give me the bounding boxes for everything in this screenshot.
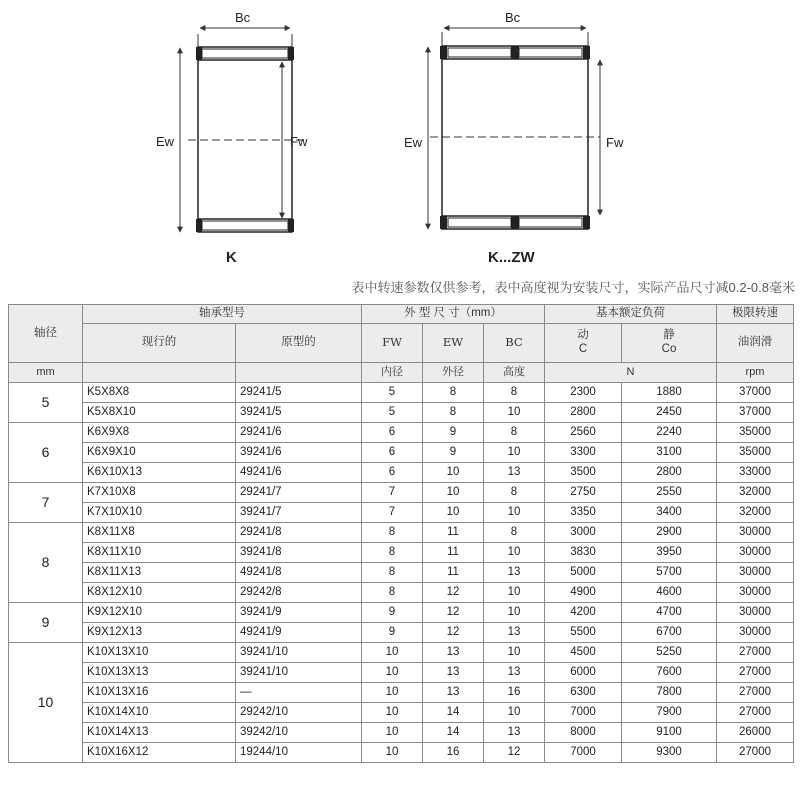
diagram-k-caption: K <box>226 249 237 266</box>
limit-speed-cell: 30000 <box>717 523 794 543</box>
diagram-k <box>156 10 308 266</box>
static-load-cell: 2900 <box>622 523 717 543</box>
limit-speed-cell: 35000 <box>717 443 794 463</box>
header-original-model: 原型的 <box>236 324 362 363</box>
shaft-diameter-cell: 6 <box>9 423 83 483</box>
original-model-cell: 29241/8 <box>236 523 362 543</box>
table-row <box>9 563 794 583</box>
table-row <box>9 703 794 723</box>
table-row <box>9 523 794 543</box>
height-cell: 10 <box>484 403 545 423</box>
inner-diameter-cell: 8 <box>362 583 423 603</box>
current-model-cell: K10X16X12 <box>83 743 236 763</box>
unit-newton: N <box>545 363 717 383</box>
limit-speed-cell: 30000 <box>717 543 794 563</box>
header-limit-speed: 极限转速 <box>717 305 794 324</box>
static-load-cell: 2240 <box>622 423 717 443</box>
current-model-cell: K7X10X10 <box>83 503 236 523</box>
outer-diameter-cell: 14 <box>423 723 484 743</box>
inner-diameter-cell: 7 <box>362 503 423 523</box>
original-model-cell: 39241/8 <box>236 543 362 563</box>
header-dynamic <box>545 324 622 363</box>
unit-blank-current <box>83 363 236 383</box>
table-row <box>9 603 794 623</box>
shaft-diameter-cell: 10 <box>9 643 83 763</box>
table-body <box>9 383 794 763</box>
static-load-cell: 2800 <box>622 463 717 483</box>
table-row <box>9 643 794 663</box>
static-load-cell: 3400 <box>622 503 717 523</box>
current-model-cell: K10X13X16 <box>83 683 236 703</box>
inner-diameter-cell: 10 <box>362 703 423 723</box>
unit-blank-original <box>236 363 362 383</box>
dynamic-load-cell: 3500 <box>545 463 622 483</box>
diagram-k-inner-label: Fw <box>290 134 308 149</box>
current-model-cell: K10X13X13 <box>83 663 236 683</box>
static-load-cell: 7800 <box>622 683 717 703</box>
dynamic-load-cell: 3300 <box>545 443 622 463</box>
inner-diameter-cell: 8 <box>362 563 423 583</box>
static-load-cell: 9100 <box>622 723 717 743</box>
inner-diameter-cell: 10 <box>362 743 423 763</box>
original-model-cell: 39242/10 <box>236 723 362 743</box>
original-model-cell: 29241/5 <box>236 383 362 403</box>
inner-diameter-cell: 6 <box>362 423 423 443</box>
inner-diameter-cell: 10 <box>362 643 423 663</box>
static-load-cell: 2550 <box>622 483 717 503</box>
current-model-cell: K10X13X10 <box>83 643 236 663</box>
dynamic-load-cell: 3000 <box>545 523 622 543</box>
inner-diameter-cell: 8 <box>362 523 423 543</box>
unit-height: 高度 <box>484 363 545 383</box>
outer-diameter-cell: 11 <box>423 523 484 543</box>
limit-speed-cell: 32000 <box>717 503 794 523</box>
header-shaft-diameter: 轴径 <box>9 305 83 363</box>
current-model-cell: K9X12X13 <box>83 623 236 643</box>
outer-diameter-cell: 12 <box>423 603 484 623</box>
header-fw: FW <box>362 324 423 363</box>
bearing-diagrams <box>0 0 800 300</box>
height-cell: 12 <box>484 743 545 763</box>
height-cell: 10 <box>484 703 545 723</box>
inner-diameter-cell: 9 <box>362 623 423 643</box>
unit-mm: mm <box>9 363 83 383</box>
current-model-cell: K5X8X8 <box>83 383 236 403</box>
static-load-cell: 3100 <box>622 443 717 463</box>
height-cell: 13 <box>484 463 545 483</box>
current-model-cell: K8X11X10 <box>83 543 236 563</box>
header-static <box>622 324 717 363</box>
limit-speed-cell: 27000 <box>717 743 794 763</box>
limit-speed-cell: 27000 <box>717 703 794 723</box>
table-row <box>9 543 794 563</box>
table-row <box>9 403 794 423</box>
original-model-cell: 39241/10 <box>236 663 362 683</box>
bearing-spec-table <box>8 304 794 763</box>
outer-diameter-cell: 11 <box>423 543 484 563</box>
current-model-cell: K7X10X8 <box>83 483 236 503</box>
height-cell: 10 <box>484 443 545 463</box>
header-static-symbol: Co <box>661 342 677 355</box>
current-model-cell: K10X14X13 <box>83 723 236 743</box>
inner-diameter-cell: 10 <box>362 663 423 683</box>
current-model-cell: K6X9X8 <box>83 423 236 443</box>
outer-diameter-cell: 8 <box>423 403 484 423</box>
table-row <box>9 383 794 403</box>
unit-outer-diameter: 外径 <box>423 363 484 383</box>
height-cell: 13 <box>484 723 545 743</box>
limit-speed-cell: 27000 <box>717 683 794 703</box>
original-model-cell: 29241/7 <box>236 483 362 503</box>
dynamic-load-cell: 2800 <box>545 403 622 423</box>
limit-speed-cell: 30000 <box>717 563 794 583</box>
shaft-diameter-cell: 9 <box>9 603 83 643</box>
current-model-cell: K8X12X10 <box>83 583 236 603</box>
height-cell: 16 <box>484 683 545 703</box>
header-oil-lubrication: 油润滑 <box>717 324 794 363</box>
height-cell: 10 <box>484 543 545 563</box>
original-model-cell: 39241/5 <box>236 403 362 423</box>
height-cell: 13 <box>484 563 545 583</box>
original-model-cell: — <box>236 683 362 703</box>
limit-speed-cell: 37000 <box>717 383 794 403</box>
static-load-cell: 3950 <box>622 543 717 563</box>
outer-diameter-cell: 10 <box>423 483 484 503</box>
limit-speed-cell: 27000 <box>717 643 794 663</box>
header-current-model: 现行的 <box>83 324 236 363</box>
original-model-cell: 39241/7 <box>236 503 362 523</box>
original-model-cell: 39241/10 <box>236 643 362 663</box>
original-model-cell: 49241/9 <box>236 623 362 643</box>
table-row <box>9 503 794 523</box>
outer-diameter-cell: 12 <box>423 623 484 643</box>
diagram-kzw-outer-label: Ew <box>404 135 423 150</box>
dynamic-load-cell: 8000 <box>545 723 622 743</box>
diagram-k-width-label: Bc <box>235 10 251 25</box>
original-model-cell: 29241/6 <box>236 423 362 443</box>
shaft-diameter-cell: 5 <box>9 383 83 423</box>
inner-diameter-cell: 5 <box>362 403 423 423</box>
table-row <box>9 723 794 743</box>
table-row <box>9 583 794 603</box>
diagram-kzw-inner-label: Fw <box>606 135 624 150</box>
height-cell: 10 <box>484 503 545 523</box>
limit-speed-cell: 30000 <box>717 623 794 643</box>
outer-diameter-cell: 10 <box>423 463 484 483</box>
height-cell: 8 <box>484 523 545 543</box>
current-model-cell: K6X10X13 <box>83 463 236 483</box>
dynamic-load-cell: 7000 <box>545 703 622 723</box>
static-load-cell: 4600 <box>622 583 717 603</box>
outer-diameter-cell: 16 <box>423 743 484 763</box>
height-cell: 10 <box>484 603 545 623</box>
dynamic-load-cell: 6000 <box>545 663 622 683</box>
table-row <box>9 623 794 643</box>
static-load-cell: 6700 <box>622 623 717 643</box>
dynamic-load-cell: 3350 <box>545 503 622 523</box>
header-dynamic-label: 动 <box>577 329 589 342</box>
original-model-cell: 39241/6 <box>236 443 362 463</box>
table-row <box>9 483 794 503</box>
outer-diameter-cell: 14 <box>423 703 484 723</box>
table-row <box>9 443 794 463</box>
outer-diameter-cell: 9 <box>423 423 484 443</box>
current-model-cell: K8X11X13 <box>83 563 236 583</box>
height-cell: 8 <box>484 383 545 403</box>
table-row <box>9 683 794 703</box>
current-model-cell: K6X9X10 <box>83 443 236 463</box>
inner-diameter-cell: 5 <box>362 383 423 403</box>
height-cell: 10 <box>484 583 545 603</box>
outer-diameter-cell: 9 <box>423 443 484 463</box>
shaft-diameter-cell: 8 <box>9 523 83 603</box>
outer-diameter-cell: 10 <box>423 503 484 523</box>
static-load-cell: 2450 <box>622 403 717 423</box>
original-model-cell: 29242/8 <box>236 583 362 603</box>
dynamic-load-cell: 4200 <box>545 603 622 623</box>
shaft-diameter-cell: 7 <box>9 483 83 523</box>
dynamic-load-cell: 4500 <box>545 643 622 663</box>
original-model-cell: 49241/6 <box>236 463 362 483</box>
diagram-kzw <box>404 10 624 266</box>
inner-diameter-cell: 7 <box>362 483 423 503</box>
dynamic-load-cell: 2300 <box>545 383 622 403</box>
table-row <box>9 423 794 443</box>
unit-rpm: rpm <box>717 363 794 383</box>
table-row <box>9 463 794 483</box>
limit-speed-cell: 30000 <box>717 583 794 603</box>
header-bearing-model: 轴承型号 <box>83 305 362 324</box>
outer-diameter-cell: 12 <box>423 583 484 603</box>
original-model-cell: 19244/10 <box>236 743 362 763</box>
header-bc: BC <box>484 324 545 363</box>
outer-diameter-cell: 13 <box>423 683 484 703</box>
dynamic-load-cell: 7000 <box>545 743 622 763</box>
dynamic-load-cell: 5500 <box>545 623 622 643</box>
limit-speed-cell: 26000 <box>717 723 794 743</box>
height-cell: 8 <box>484 483 545 503</box>
diagram-kzw-caption: K...ZW <box>488 249 535 266</box>
header-ew: EW <box>423 324 484 363</box>
static-load-cell: 1880 <box>622 383 717 403</box>
static-load-cell: 4700 <box>622 603 717 623</box>
original-model-cell: 49241/8 <box>236 563 362 583</box>
current-model-cell: K5X8X10 <box>83 403 236 423</box>
dynamic-load-cell: 3830 <box>545 543 622 563</box>
height-cell: 13 <box>484 663 545 683</box>
current-model-cell: K8X11X8 <box>83 523 236 543</box>
header-load-rating: 基本额定负荷 <box>545 305 717 324</box>
dynamic-load-cell: 6300 <box>545 683 622 703</box>
height-cell: 10 <box>484 643 545 663</box>
limit-speed-cell: 30000 <box>717 603 794 623</box>
inner-diameter-cell: 9 <box>362 603 423 623</box>
outer-diameter-cell: 8 <box>423 383 484 403</box>
outer-diameter-cell: 11 <box>423 563 484 583</box>
outer-diameter-cell: 13 <box>423 643 484 663</box>
header-static-label: 静 <box>663 329 675 342</box>
inner-diameter-cell: 8 <box>362 543 423 563</box>
static-load-cell: 7900 <box>622 703 717 723</box>
reference-note: 表中转速参数仅供参考，表中高度视为安装尺寸，实际产品尺寸减0.2-0.8毫米 <box>351 280 795 295</box>
table-row <box>9 663 794 683</box>
diagram-k-outer-label: Ew <box>156 134 175 149</box>
static-load-cell: 5250 <box>622 643 717 663</box>
diagram-kzw-width-label: Bc <box>505 10 521 25</box>
current-model-cell: K9X12X10 <box>83 603 236 623</box>
static-load-cell: 7600 <box>622 663 717 683</box>
header-dimensions: 外 型 尺 寸（mm） <box>362 305 545 324</box>
inner-diameter-cell: 6 <box>362 443 423 463</box>
limit-speed-cell: 32000 <box>717 483 794 503</box>
original-model-cell: 29242/10 <box>236 703 362 723</box>
original-model-cell: 39241/9 <box>236 603 362 623</box>
limit-speed-cell: 35000 <box>717 423 794 443</box>
limit-speed-cell: 27000 <box>717 663 794 683</box>
height-cell: 13 <box>484 623 545 643</box>
static-load-cell: 5700 <box>622 563 717 583</box>
inner-diameter-cell: 10 <box>362 723 423 743</box>
dynamic-load-cell: 2560 <box>545 423 622 443</box>
unit-inner-diameter: 内径 <box>362 363 423 383</box>
static-load-cell: 9300 <box>622 743 717 763</box>
dynamic-load-cell: 4900 <box>545 583 622 603</box>
dynamic-load-cell: 5000 <box>545 563 622 583</box>
table-row <box>9 743 794 763</box>
current-model-cell: K10X14X10 <box>83 703 236 723</box>
outer-diameter-cell: 13 <box>423 663 484 683</box>
height-cell: 8 <box>484 423 545 443</box>
dynamic-load-cell: 2750 <box>545 483 622 503</box>
header-dynamic-symbol: C <box>578 342 588 355</box>
inner-diameter-cell: 6 <box>362 463 423 483</box>
inner-diameter-cell: 10 <box>362 683 423 703</box>
limit-speed-cell: 37000 <box>717 403 794 423</box>
limit-speed-cell: 33000 <box>717 463 794 483</box>
